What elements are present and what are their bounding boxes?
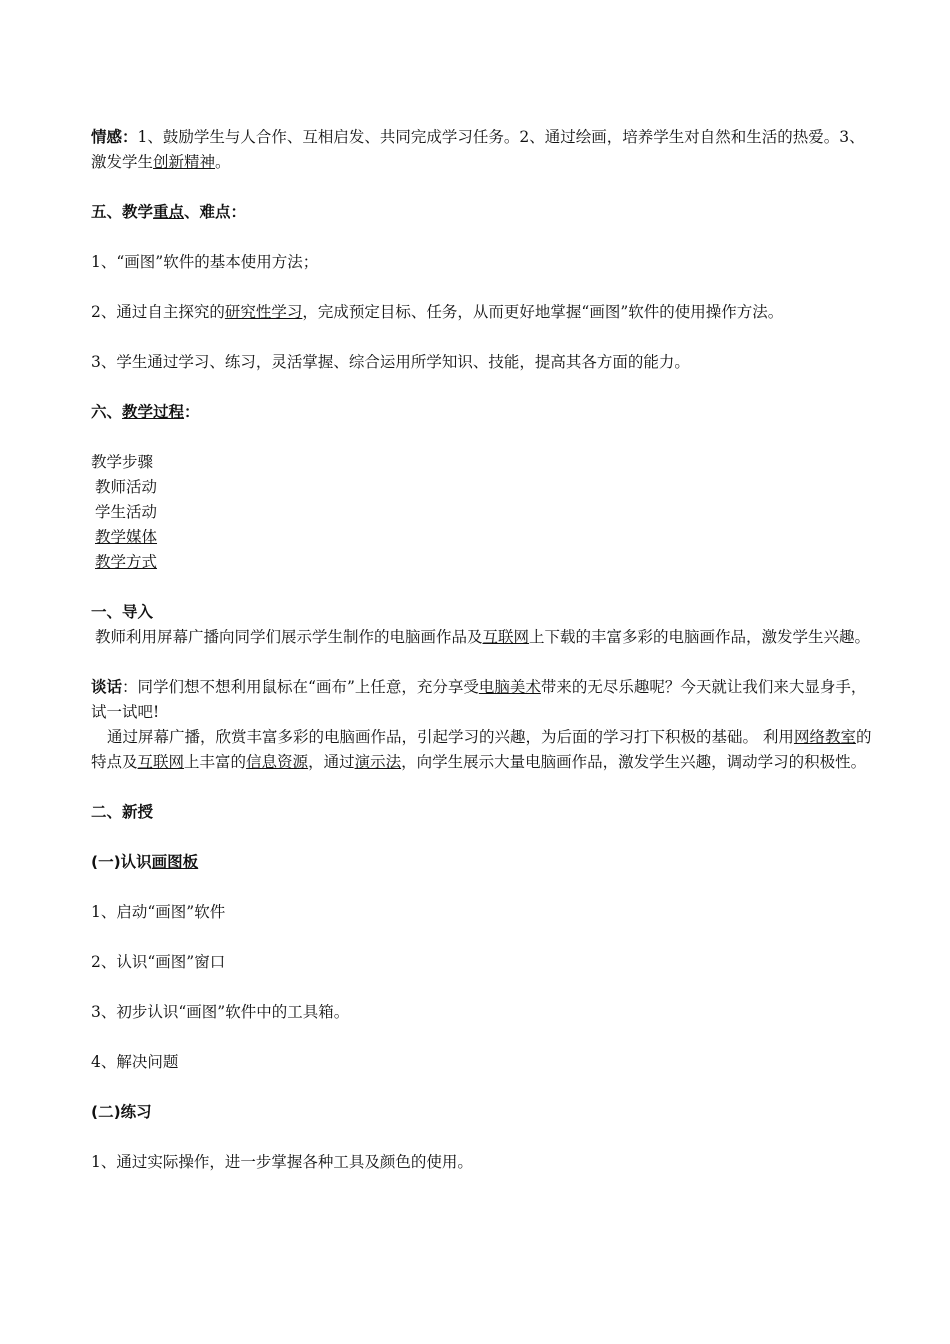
teaching-table-headers — [91, 450, 873, 575]
link-paint-board[interactable]: 画图板 — [151, 853, 199, 871]
step-4: 4、解决问题 — [91, 1053, 179, 1071]
new-lesson-heading: 二、新授 — [91, 803, 154, 821]
step-2: 2、认识“画图”窗口 — [91, 953, 226, 971]
emotion-paragraph — [91, 125, 873, 175]
document-body — [91, 125, 873, 1175]
link-teaching-method[interactable]: 教学方式 — [95, 553, 158, 571]
link-teaching-process[interactable]: 教学过程 — [122, 403, 185, 421]
key-point-1: 1、“画图”软件的基本使用方法； — [91, 253, 319, 271]
talk-text-pre: ：同学们想不想利用鼠标在“画布”上任意，充分享受 — [122, 678, 479, 696]
talk-text-post: 带来的无尽乐趣呢？今天就让我们来大显身手，试一试吧! — [91, 678, 867, 721]
section5-suffix: 、难点： — [184, 203, 247, 221]
talk-label: 谈话 — [91, 678, 123, 696]
intro-heading: 一、导入 — [91, 603, 154, 621]
step-3: 3、初步认识“画图”软件中的工具箱。 — [91, 1003, 350, 1021]
link-key-points[interactable]: 重点 — [153, 203, 185, 221]
section6-heading — [91, 400, 873, 425]
talk-paragraph — [91, 675, 873, 725]
emotion-text: 1、鼓励学生与人合作、互相启发、共同完成学习任务。2、通过绘画，培养学生对自然和生活的热爱。3、激发学生 — [91, 128, 865, 171]
link-internet-2[interactable]: 互联网 — [137, 753, 185, 771]
link-demonstration-method[interactable]: 演示法 — [354, 753, 402, 771]
intro-text-pre: 教师利用屏幕广播向同学们展示学生制作的电脑画作品及 — [95, 628, 483, 646]
broadcast-text-d: ，通过 — [308, 753, 355, 771]
key-point-3: 3、学生通过学习、练习，灵活掌握、综合运用所学知识、技能，提高其各方面的能力。 — [91, 353, 690, 371]
subsection-1-heading — [91, 850, 873, 875]
link-research-learning[interactable]: 研究性学习 — [224, 303, 303, 321]
link-innovation-spirit[interactable]: 创新精神 — [153, 153, 216, 171]
emotion-end: 。 — [215, 153, 231, 171]
link-information-resources[interactable]: 信息资源 — [246, 753, 309, 771]
broadcast-paragraph — [91, 725, 873, 775]
practice-1: 1、通过实际操作，进一步掌握各种工具及颜色的使用。 — [91, 1153, 473, 1171]
broadcast-text-b: 的特点及 — [91, 728, 872, 771]
subsection-2-heading: (二)练习 — [91, 1103, 152, 1121]
section6-prefix: 六、 — [91, 403, 123, 421]
section5-prefix: 五、教学 — [91, 203, 154, 221]
section6-suffix: ： — [184, 403, 200, 421]
step-1: 1、启动“画图”软件 — [91, 903, 226, 921]
key-point-2-post: ，完成预定目标、任务，从而更好地掌握“画图”软件的使用操作方法。 — [302, 303, 784, 321]
header-steps: 教学步骤 — [91, 453, 154, 471]
broadcast-text-c: 上丰富的 — [184, 753, 247, 771]
link-teaching-media[interactable]: 教学媒体 — [95, 528, 158, 546]
key-point-2-pre: 2、通过自主探究的 — [91, 303, 225, 321]
link-computer-art[interactable]: 电脑美术 — [478, 678, 541, 696]
link-network-classroom[interactable]: 网络教室 — [793, 728, 856, 746]
section5-heading — [91, 200, 873, 225]
link-internet[interactable]: 互联网 — [482, 628, 530, 646]
subsection-1-prefix: (一)认识 — [91, 853, 152, 871]
broadcast-text-e: ，向学生展示大量电脑画作品，激发学生兴趣，调动学习的积极性。 — [401, 753, 867, 771]
header-teacher: 教师活动 — [95, 478, 158, 496]
intro-text-post: 上下载的丰富多彩的电脑画作品，激发学生兴趣。 — [529, 628, 871, 646]
emotion-label: 情感： — [91, 128, 138, 146]
intro-paragraph — [91, 625, 873, 650]
header-student: 学生活动 — [95, 503, 158, 521]
broadcast-text-a: 通过屏幕广播，欣赏丰富多彩的电脑画作品，引起学习的兴趣，为后面的学习打下积极的基础。 利用 — [107, 728, 794, 746]
key-point-2 — [91, 300, 873, 325]
